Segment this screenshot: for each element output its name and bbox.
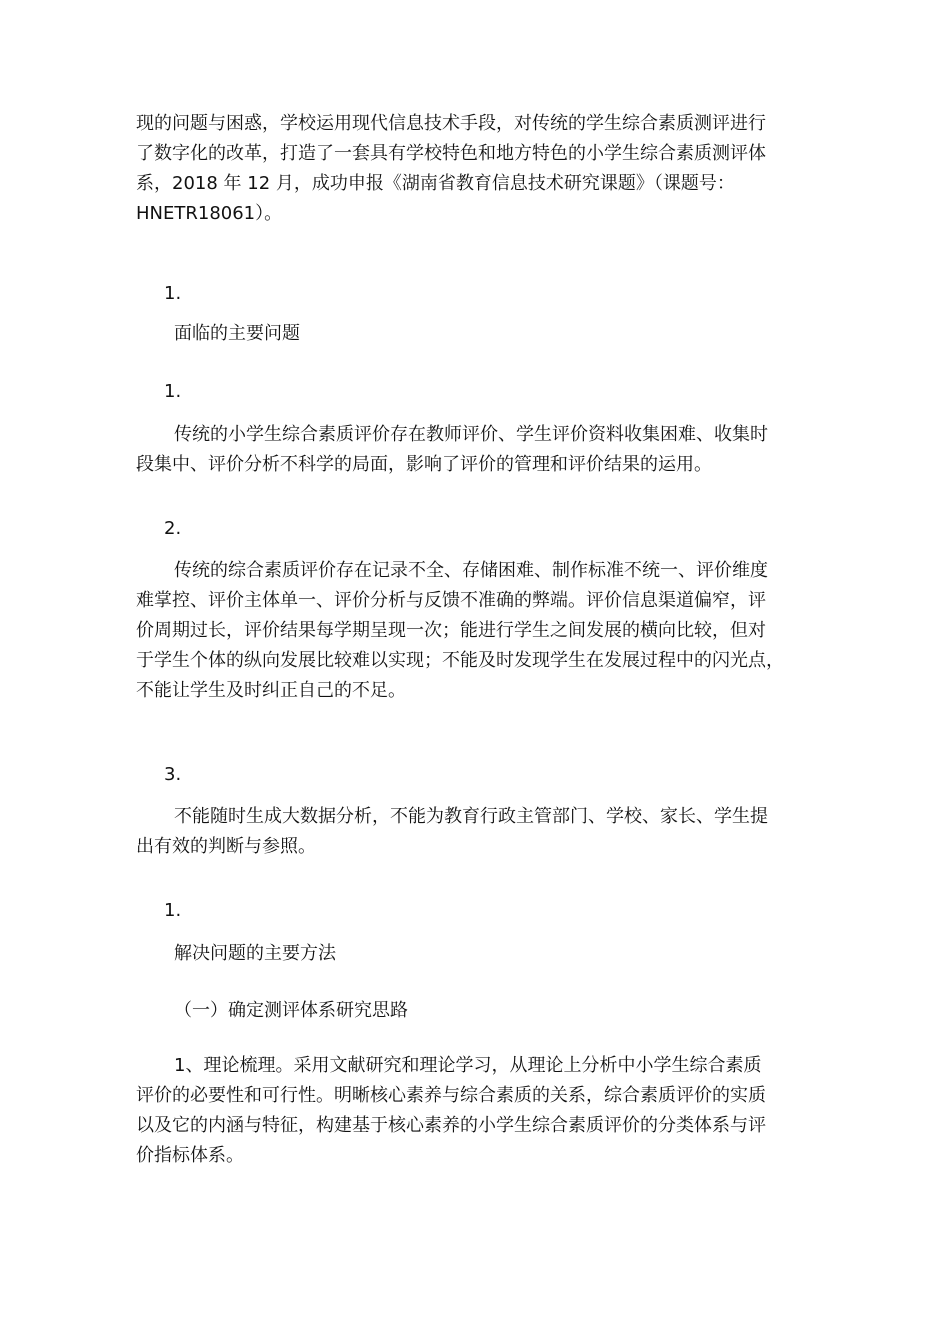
paragraph-line: 了数字化的改革，打造了一套具有学校特色和地方特色的小学生综合素质测评体 <box>136 143 766 164</box>
paragraph-line: HNETR18061）。 <box>136 203 283 224</box>
item-paragraph <box>136 420 826 480</box>
item-number: 2. <box>164 518 182 539</box>
paragraph-line: 价指标体系。 <box>136 1145 244 1166</box>
item-number: 1. <box>164 381 182 402</box>
section-number: 1. <box>164 283 182 304</box>
paragraph-line: 系，2018 年 12 月，成功申报《湖南省教育信息技术研究课题》（课题号： <box>136 173 735 194</box>
paragraph-line: 1、理论梳理。采用文献研究和理论学习，从理论上分析中小学生综合素质 <box>174 1055 762 1076</box>
paragraph-line: 传统的综合素质评价存在记录不全、存储困难、制作标准不统一、评价维度 <box>174 560 768 581</box>
section-number: 1. <box>164 900 182 921</box>
paragraph-line: 段集中、评价分析不科学的局面，影响了评价的管理和评价结果的运用。 <box>136 454 712 475</box>
item-paragraph <box>136 802 826 862</box>
paragraph-line: 以及它的内涵与特征，构建基于核心素养的小学生综合素质评价的分类体系与评 <box>136 1115 766 1136</box>
section-subheading: （一）确定测评体系研究思路 <box>174 1000 408 1021</box>
paragraph-line: 于学生个体的纵向发展比较难以实现；不能及时发现学生在发展过程中的闪光点， <box>136 650 784 671</box>
item-number: 3. <box>164 764 182 785</box>
item-paragraph <box>136 556 826 706</box>
paragraph-line: 出有效的判断与参照。 <box>136 836 316 857</box>
paragraph-line: 不能让学生及时纠正自己的不足。 <box>136 680 406 701</box>
intro-paragraph <box>136 109 826 229</box>
paragraph-line: 难掌控、评价主体单一、评价分析与反馈不准确的弊端。评价信息渠道偏窄，评 <box>136 590 766 611</box>
paragraph-line: 价周期过长，评价结果每学期呈现一次；能进行学生之间发展的横向比较，但对 <box>136 620 766 641</box>
paragraph-line: 不能随时生成大数据分析，不能为教育行政主管部门、学校、家长、学生提 <box>174 806 768 827</box>
paragraph-line: 现的问题与困惑，学校运用现代信息技术手段，对传统的学生综合素质测评进行 <box>136 113 766 134</box>
method-paragraph <box>136 1051 826 1171</box>
paragraph-line: 传统的小学生综合素质评价存在教师评价、学生评价资料收集困难、收集时 <box>174 424 768 445</box>
section-heading: 面临的主要问题 <box>174 323 300 344</box>
section-heading: 解决问题的主要方法 <box>174 943 336 964</box>
paragraph-line: 评价的必要性和可行性。明晰核心素养与综合素质的关系，综合素质评价的实质 <box>136 1085 766 1106</box>
